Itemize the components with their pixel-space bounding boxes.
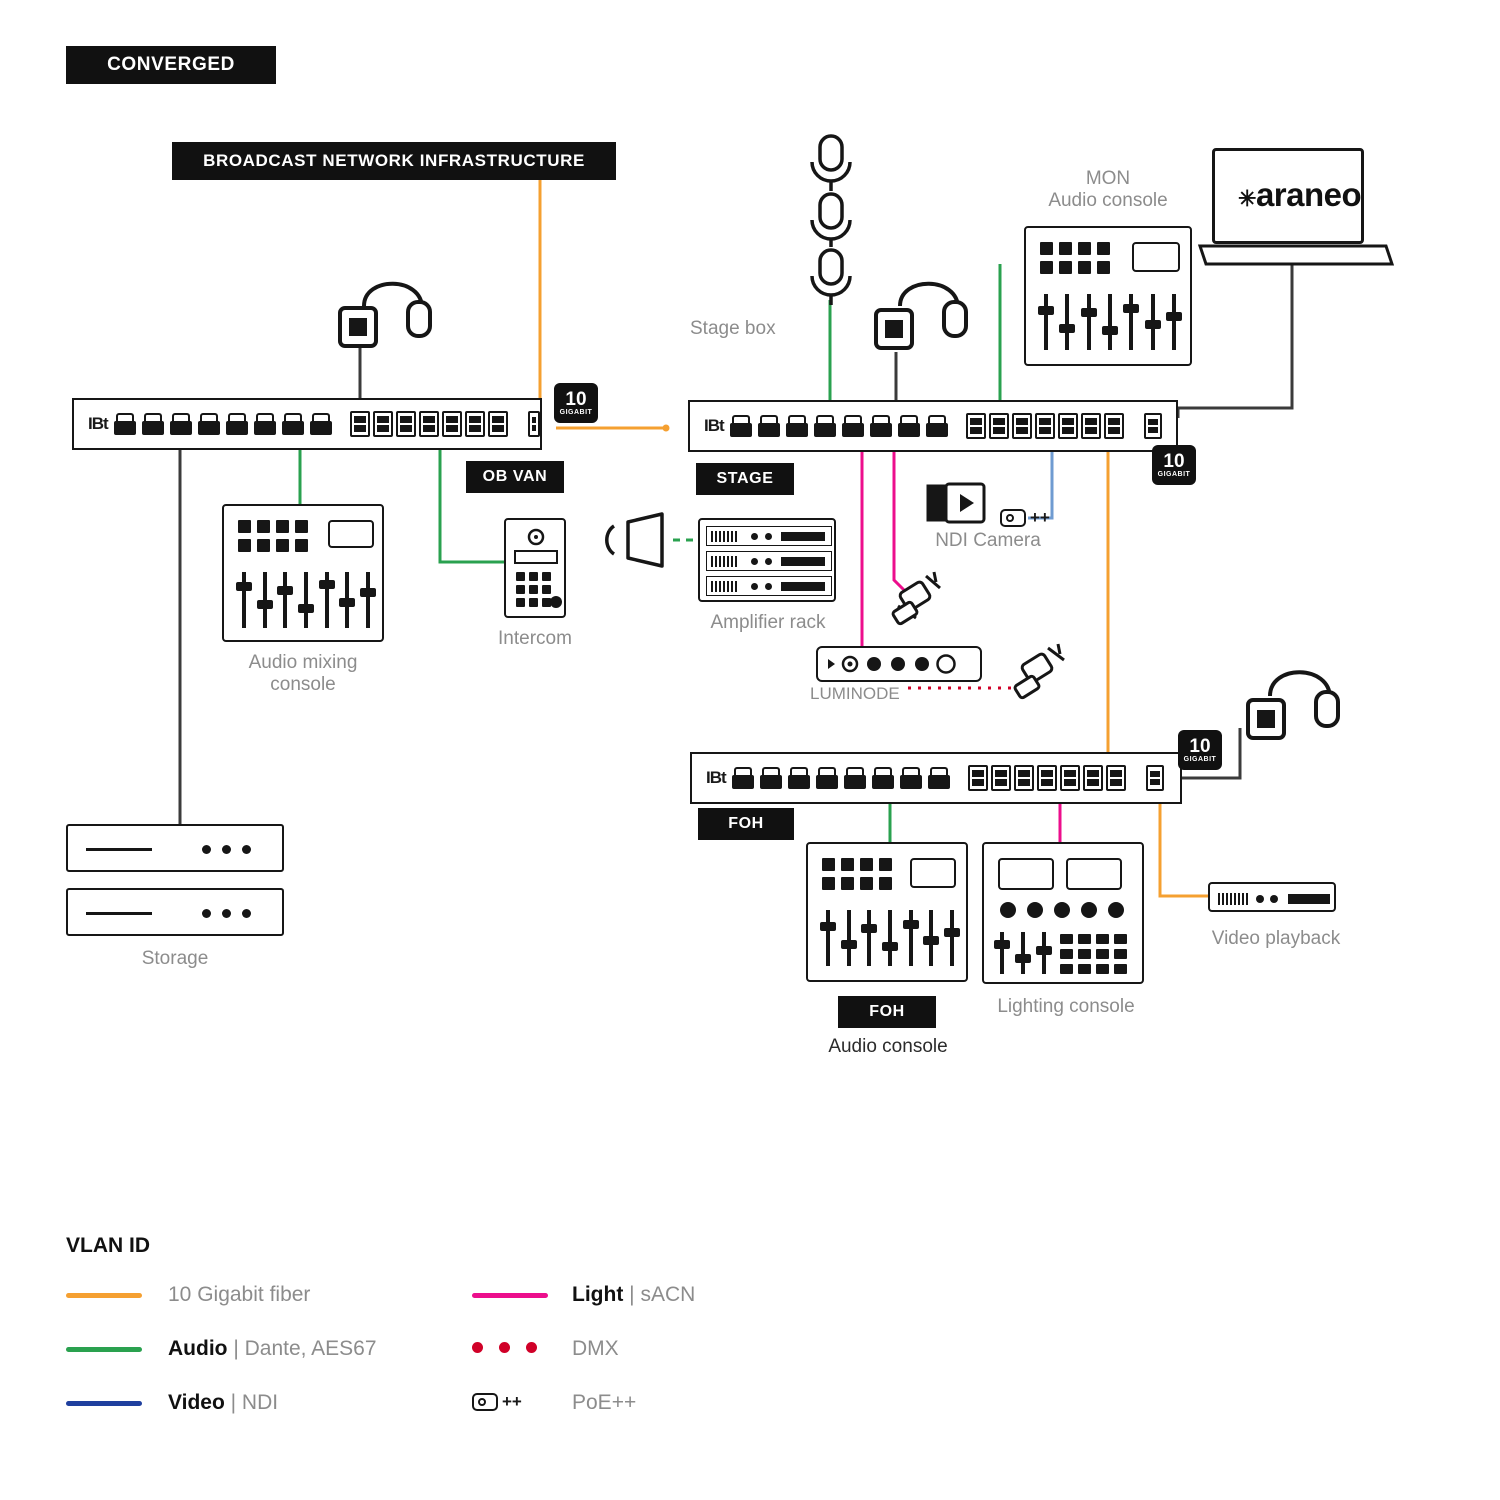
legend-swatch-video: [66, 1401, 142, 1406]
ethernet-port-icon[interactable]: [760, 764, 782, 792]
intercom-caption-text: Intercom: [498, 628, 572, 649]
legend-label-fiber-text: 10 Gigabit fiber: [168, 1283, 311, 1306]
legend-label-video-text: Video: [168, 1391, 231, 1414]
legend-swatch-dmx: [472, 1342, 537, 1353]
fader[interactable]: [242, 572, 246, 628]
chip-ob-van-label: OB VAN: [482, 468, 548, 485]
button-grid-icon: [822, 858, 892, 890]
ndi-camera-caption: [918, 530, 1058, 552]
legend-label-poe-text: PoE++: [572, 1391, 637, 1414]
rack-unit: [706, 576, 832, 596]
ethernet-port-icon[interactable]: [898, 412, 920, 440]
legend-label-dmx-text: DMX: [572, 1337, 619, 1360]
intercom-mic-icon: [550, 596, 562, 608]
badge-unit: GIGABIT: [559, 409, 593, 416]
ethernet-port-icon[interactable]: [814, 412, 836, 440]
moving-light-icon-lower: [1012, 640, 1074, 706]
ethernet-port-icon[interactable]: [198, 410, 220, 438]
sfp-port-icon[interactable]: [1081, 413, 1101, 439]
storage-indicator-dots: [202, 845, 251, 854]
badge-unit: GIGABIT: [1183, 756, 1217, 763]
playback-led: [1256, 895, 1264, 903]
ethernet-port-icon[interactable]: [786, 412, 808, 440]
sfp-port-icon[interactable]: [442, 411, 462, 437]
lighting-display-left: [998, 858, 1054, 890]
sfp-port-icon[interactable]: [373, 411, 393, 437]
sfp-port-icon[interactable]: [1104, 413, 1124, 439]
fader[interactable]: [1172, 294, 1176, 350]
audio-mixing-console[interactable]: [222, 504, 384, 642]
amplifier-rack-caption: [680, 612, 856, 634]
sfp-port-icon[interactable]: [1058, 413, 1078, 439]
sfp-port-group[interactable]: [350, 411, 508, 437]
stage-box-microphones: [800, 132, 866, 308]
legend-label-poe: [572, 1391, 636, 1415]
intercom-headset-ob-van: [336, 262, 446, 352]
fader[interactable]: [345, 572, 349, 628]
ten-gigabit-badge: [1178, 730, 1222, 770]
legend-label-dmx: [572, 1337, 619, 1361]
fader[interactable]: [1087, 294, 1091, 350]
legend-swatch-light: [472, 1293, 548, 1298]
badge-number: 10: [565, 389, 587, 410]
switch-brand-label: IBt: [706, 768, 726, 787]
badge-unit: GIGABIT: [1157, 471, 1191, 478]
ethernet-port-icon[interactable]: [788, 764, 810, 792]
brand-logo-text: [1238, 176, 1361, 214]
encoder-knob[interactable]: [1081, 902, 1097, 918]
luminode-caption: [810, 684, 930, 704]
sfp-port-icon[interactable]: [989, 413, 1009, 439]
encoder-knob[interactable]: [1108, 902, 1124, 918]
caption-line-1: MON: [1085, 168, 1131, 189]
legend-swatch-audio: [66, 1347, 142, 1352]
loudspeaker-icon: [604, 512, 674, 568]
ethernet-port-icon[interactable]: [872, 764, 894, 792]
lighting-console-caption-text: Lighting console: [997, 996, 1135, 1017]
switch-brand-label: IBt: [704, 416, 724, 435]
poe-icon: [1000, 509, 1026, 527]
mon-audio-console-caption: [1018, 168, 1198, 212]
sfp-port-icon[interactable]: [991, 765, 1011, 791]
fader[interactable]: [325, 572, 329, 628]
playback-led: [1270, 895, 1278, 903]
sfp-port-icon[interactable]: [419, 411, 439, 437]
stage-box-caption-text: Stage box: [690, 318, 776, 339]
ethernet-port-icon[interactable]: [226, 410, 248, 438]
amplifier-rack-caption-text: Amplifier rack: [710, 612, 826, 633]
poe-plus-label: ++: [1030, 508, 1050, 527]
fader[interactable]: [826, 910, 830, 966]
legend-swatch-fiber: [66, 1293, 142, 1298]
intercom-display: [514, 550, 558, 564]
sfp-port-icon[interactable]: [350, 411, 370, 437]
switch-foh[interactable]: [690, 752, 1182, 804]
brand-mark-icon: ✳: [1238, 186, 1256, 211]
storage-indicator-dots: [202, 909, 251, 918]
fader[interactable]: [847, 910, 851, 966]
legend-swatch-poe: [472, 1392, 522, 1412]
foh-console-caption-text: Audio console: [828, 1036, 948, 1057]
caption-line-2: Audio console: [1048, 189, 1168, 211]
sfp-port-group[interactable]: [966, 413, 1124, 439]
poe-plus-label: ++: [502, 1392, 522, 1411]
title-text: CONVERGED: [107, 54, 235, 75]
intercom-headset-stage: [872, 262, 982, 354]
legend-sub-video-text: | NDI: [230, 1391, 279, 1414]
switch-port-group[interactable]: [114, 410, 332, 438]
management-port-icon[interactable]: [1146, 765, 1164, 791]
console-display: [328, 520, 374, 548]
chip-stage-label: STAGE: [716, 470, 774, 487]
encoder-knob[interactable]: [1000, 902, 1016, 918]
chip-stage: [696, 463, 794, 495]
section-chip: [172, 142, 616, 180]
fader[interactable]: [283, 572, 287, 628]
foh-audio-console[interactable]: [806, 842, 968, 982]
intercom-caption: [470, 628, 600, 650]
luminode-caption-text: LUMINODE: [810, 684, 900, 703]
sfp-port-icon[interactable]: [488, 411, 508, 437]
switch-brand-label: IBt: [88, 414, 108, 433]
ethernet-port-icon[interactable]: [254, 410, 276, 438]
sfp-port-icon[interactable]: [396, 411, 416, 437]
laptop[interactable]: [1196, 148, 1396, 272]
badge-number: 10: [1163, 451, 1185, 472]
laptop-base: [1196, 242, 1396, 270]
fader[interactable]: [909, 910, 913, 966]
fader-bank[interactable]: [1044, 294, 1176, 350]
keypad-icon[interactable]: [516, 572, 551, 607]
legend-sub-light-text: | sACN: [629, 1283, 696, 1306]
fader[interactable]: [888, 910, 892, 966]
intercom-headset-foh: [1246, 650, 1356, 742]
ethernet-port-icon[interactable]: [816, 764, 838, 792]
sfp-port-icon[interactable]: [966, 413, 986, 439]
rack-unit: [706, 551, 832, 571]
sfp-port-icon[interactable]: [1035, 413, 1055, 439]
ethernet-port-icon[interactable]: [926, 412, 948, 440]
management-port-icon[interactable]: [528, 411, 540, 437]
ethernet-port-icon[interactable]: [310, 410, 332, 438]
fader[interactable]: [929, 910, 933, 966]
chip-ob-van: [466, 461, 564, 493]
switch-port-group[interactable]: [732, 764, 950, 792]
intercom-panel[interactable]: [504, 518, 566, 618]
storage-slot-line: [86, 848, 152, 851]
lighting-display-right: [1066, 858, 1122, 890]
title-chip: [66, 46, 276, 84]
luminode-face: [818, 648, 980, 680]
fader[interactable]: [1065, 294, 1069, 350]
video-playback-caption: [1188, 928, 1364, 950]
sfp-port-group[interactable]: [968, 765, 1126, 791]
audio-mixing-console-caption: [205, 652, 401, 696]
ethernet-port-icon[interactable]: [282, 410, 304, 438]
foh-audio-console-caption: [800, 1036, 976, 1058]
legend-sub-audio-text: | Dante, AES67: [233, 1337, 377, 1360]
fader[interactable]: [1108, 294, 1112, 350]
switch-port-group[interactable]: [730, 412, 948, 440]
switch-ob-van[interactable]: [72, 398, 542, 450]
playback-vents: [1218, 893, 1248, 905]
sfp-port-icon[interactable]: [1106, 765, 1126, 791]
encoder-knob[interactable]: [1054, 902, 1070, 918]
ten-gigabit-badge: [554, 383, 598, 423]
fader[interactable]: [867, 910, 871, 966]
sfp-port-icon[interactable]: [1012, 413, 1032, 439]
fader[interactable]: [1000, 932, 1004, 974]
ethernet-port-icon[interactable]: [732, 764, 754, 792]
caption-line-2: console: [270, 673, 336, 695]
fader[interactable]: [1151, 294, 1155, 350]
legend-label-audio-text: Audio: [168, 1337, 234, 1360]
luminode-gateway[interactable]: [816, 646, 982, 682]
amplifier-rack[interactable]: [698, 518, 836, 602]
ethernet-port-icon[interactable]: [900, 764, 922, 792]
fader[interactable]: [1129, 294, 1133, 350]
fader[interactable]: [366, 572, 370, 628]
ethernet-port-icon[interactable]: [730, 412, 752, 440]
poe-icon: [472, 1393, 498, 1411]
fader-bank[interactable]: [826, 910, 954, 966]
sfp-port-icon[interactable]: [1014, 765, 1034, 791]
sfp-port-icon[interactable]: [465, 411, 485, 437]
chip-foh-console-label: FOH: [869, 1003, 905, 1020]
poe-badge-camera: [1000, 508, 1050, 528]
ten-gigabit-badge: [1152, 445, 1196, 485]
legend-label-fiber: [168, 1283, 310, 1307]
cue-pad-grid[interactable]: [1060, 934, 1127, 974]
fader-bank[interactable]: [242, 572, 370, 628]
sfp-port-icon[interactable]: [1083, 765, 1103, 791]
video-playback-unit[interactable]: [1208, 882, 1336, 912]
storage-unit[interactable]: [66, 888, 284, 936]
button-grid-icon: [238, 520, 308, 552]
management-port-icon[interactable]: [1144, 413, 1162, 439]
storage-caption: [110, 948, 240, 970]
ethernet-port-icon[interactable]: [114, 410, 136, 438]
button-grid-icon: [1040, 242, 1110, 274]
chip-foh: [698, 808, 794, 840]
lighting-console[interactable]: [982, 842, 1144, 984]
playback-slot: [1288, 894, 1330, 904]
ethernet-port-icon[interactable]: [844, 764, 866, 792]
encoder-row[interactable]: [1000, 902, 1124, 918]
ethernet-port-icon[interactable]: [758, 412, 780, 440]
ethernet-port-icon[interactable]: [842, 412, 864, 440]
sfp-port-icon[interactable]: [1060, 765, 1080, 791]
console-display: [910, 858, 956, 888]
storage-unit[interactable]: [66, 824, 284, 872]
mon-audio-console[interactable]: [1024, 226, 1192, 366]
ethernet-port-icon[interactable]: [928, 764, 950, 792]
sfp-port-icon[interactable]: [1037, 765, 1057, 791]
ethernet-port-icon[interactable]: [870, 412, 892, 440]
stage-box-caption: [690, 318, 820, 340]
ndi-camera-icon[interactable]: [924, 478, 1002, 528]
rack-unit: [706, 526, 832, 546]
legend-title: [66, 1234, 150, 1258]
lighting-console-caption: [968, 996, 1164, 1018]
video-playback-caption-text: Video playback: [1211, 928, 1341, 949]
fader[interactable]: [950, 910, 954, 966]
fader[interactable]: [1044, 294, 1048, 350]
moving-light-icon-upper: [890, 570, 950, 628]
storage-caption-text: Storage: [141, 948, 209, 969]
ndi-camera-caption-text: NDI Camera: [935, 530, 1041, 551]
legend-label-audio: [168, 1337, 377, 1361]
fader[interactable]: [1021, 932, 1025, 974]
legend-label-video: [168, 1391, 278, 1415]
ethernet-port-icon[interactable]: [142, 410, 164, 438]
switch-stage[interactable]: [688, 400, 1178, 452]
caption-line-1: Audio mixing: [248, 652, 358, 673]
legend-label-light-text: Light: [572, 1283, 630, 1306]
fader[interactable]: [263, 572, 267, 628]
storage-slot-line: [86, 912, 152, 915]
ethernet-port-icon[interactable]: [170, 410, 192, 438]
legend-title-text: VLAN ID: [66, 1234, 150, 1257]
fader[interactable]: [1042, 932, 1046, 974]
encoder-knob[interactable]: [1027, 902, 1043, 918]
section-text: BROADCAST NETWORK INFRASTRUCTURE: [203, 151, 585, 170]
fader[interactable]: [304, 572, 308, 628]
chip-foh-label: FOH: [728, 815, 764, 832]
brand-name: araneo: [1255, 176, 1362, 213]
badge-number: 10: [1189, 736, 1211, 757]
console-display: [1132, 242, 1180, 272]
legend-label-light: [572, 1283, 695, 1307]
intercom-speaker-icon: [514, 528, 558, 546]
sfp-port-icon[interactable]: [968, 765, 988, 791]
chip-foh-console: [838, 996, 936, 1028]
fader-bank[interactable]: [1000, 932, 1046, 974]
